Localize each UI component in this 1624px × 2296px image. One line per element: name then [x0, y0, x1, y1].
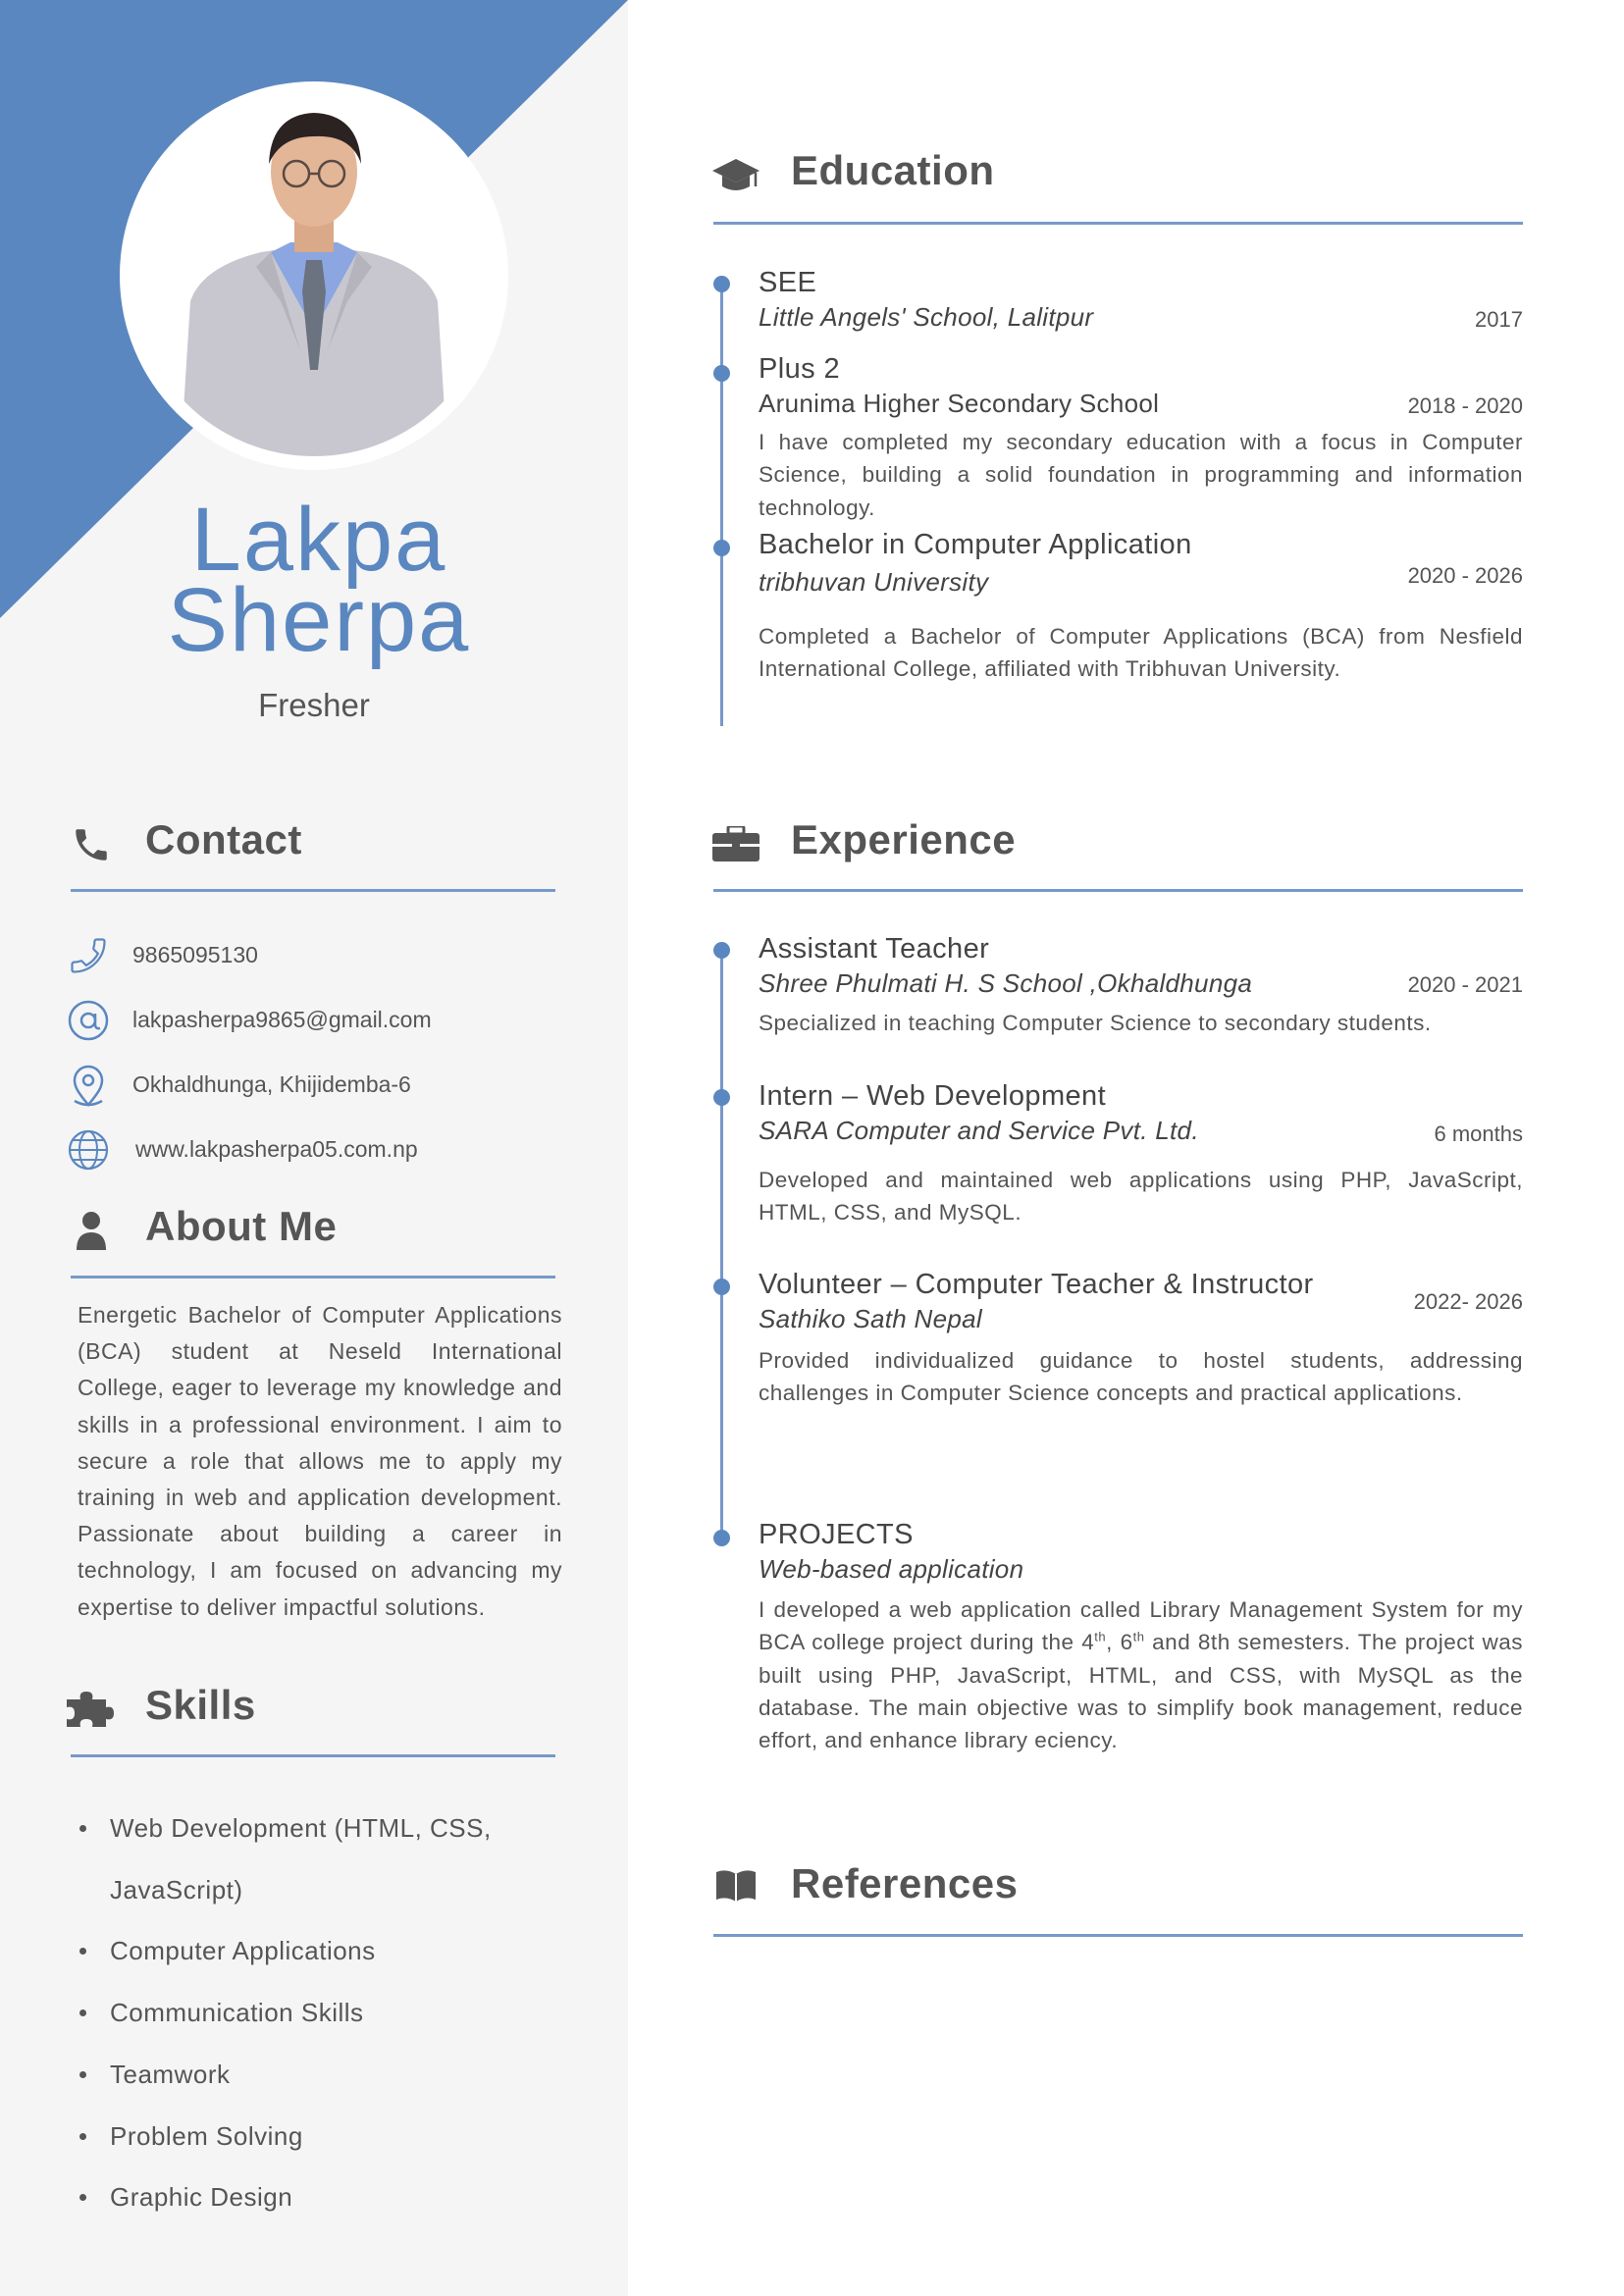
website-url: www.lakpasherpa05.com.np — [135, 1136, 418, 1162]
phone-outline-icon — [67, 934, 110, 977]
contact-rule — [71, 889, 555, 892]
timeline-dot — [713, 1089, 730, 1106]
skill-item: Teamwork — [77, 2044, 587, 2106]
education-school: Little Angels' School, Lalitpur — [759, 302, 1094, 332]
education-description: I have completed my secondary education with a focus in Computer Science, building a solid foundation in programming and information technology. — [759, 430, 1523, 520]
experience-org: Sathiko Sath Nepal — [759, 1304, 982, 1333]
education-degree: Bachelor in Computer Application — [759, 529, 1192, 560]
project-desc-part3: and 8th semesters. The project was built using PHP, JavaScript, HTML, and CSS, with MySQL as the database. The main objective was to simplify book management, reduce effort, and enhance library eciency. — [759, 1630, 1523, 1753]
experience-title: Intern – Web Development — [759, 1080, 1107, 1112]
education-date: 2018 - 2020 — [1407, 393, 1523, 418]
education-description: Completed a Bachelor of Computer Applications (BCA) from Nesfield International College, affiliated with Tribhuvan University. — [759, 624, 1523, 682]
projects-title: PROJECTS — [759, 1519, 914, 1550]
globe-icon — [67, 1128, 110, 1172]
project-sup1: th — [1094, 1629, 1107, 1644]
skill-item: Graphic Design — [77, 2166, 587, 2228]
address-text: Okhaldhunga, Khijidemba-6 — [132, 1071, 411, 1097]
experience-title: Volunteer – Computer Teacher & Instructor — [759, 1269, 1314, 1300]
sidebar — [0, 0, 628, 2296]
last-name: Sherpa — [167, 570, 471, 670]
timeline-dot — [713, 942, 730, 959]
experience-date: 2020 - 2021 — [1407, 972, 1523, 997]
phone-number: 9865095130 — [132, 942, 258, 967]
education-degree: Plus 2 — [759, 353, 840, 385]
timeline-dot — [713, 1278, 730, 1295]
project-name: Web-based application — [759, 1554, 1024, 1584]
project-description — [759, 1593, 1523, 1756]
education-date: 2020 - 2026 — [1407, 563, 1523, 588]
skill-item: Communication Skills — [77, 1982, 587, 2044]
about-rule — [71, 1276, 555, 1278]
skill-item: Problem Solving — [77, 2106, 587, 2167]
email-address: lakpasherpa9865@gmail.com — [132, 1007, 432, 1032]
experience-description: Specialized in teaching Computer Science to secondary students. — [759, 1011, 1432, 1035]
experience-org: Shree Phulmati H. S School ,Okhaldhunga — [759, 968, 1253, 998]
profile-photo — [133, 95, 495, 456]
experience-timeline — [720, 944, 723, 1542]
briefcase-icon — [712, 826, 760, 861]
location-pin-icon — [67, 1064, 110, 1109]
user-icon — [75, 1211, 108, 1250]
experience-org: SARA Computer and Service Pvt. Ltd. — [759, 1116, 1199, 1145]
about-title: About Me — [145, 1203, 338, 1249]
contact-title: Contact — [145, 816, 302, 862]
skill-item: Web Development (HTML, CSS, JavaScript) — [77, 1798, 542, 1920]
experience-description: Provided individualized guidance to hostel students, addressing challenges in Computer Science concepts and practical applications. — [759, 1348, 1523, 1406]
education-timeline — [720, 277, 723, 726]
experience-title: Assistant Teacher — [759, 933, 990, 965]
education-degree: SEE — [759, 267, 817, 298]
experience-date: 2022- 2026 — [1413, 1289, 1523, 1314]
skills-title: Skills — [145, 1682, 256, 1728]
timeline-dot — [713, 1530, 730, 1546]
education-school: tribhuvan University — [759, 567, 989, 597]
skills-rule — [71, 1754, 555, 1757]
education-date: 2017 — [1475, 307, 1523, 332]
email-at-icon — [67, 999, 110, 1042]
references-rule — [713, 1934, 1523, 1937]
project-desc-part1: I developed a web application called Library Management System for my BCA college project during the 4 — [759, 1597, 1523, 1655]
skills-list — [77, 1798, 587, 2228]
experience-date: 6 months — [1434, 1122, 1523, 1146]
education-title: Education — [791, 147, 995, 193]
phone-icon — [71, 824, 112, 865]
project-desc-part2: , 6 — [1106, 1630, 1133, 1655]
timeline-dot — [713, 540, 730, 556]
skill-item: Computer Applications — [77, 1920, 587, 1982]
references-title: References — [791, 1860, 1019, 1906]
experience-title: Experience — [791, 816, 1017, 862]
book-icon — [714, 1868, 758, 1904]
about-text: Energetic Bachelor of Computer Applications (BCA) student at Neseld International College, eager to leverage my knowledge and skills in a professional environment. I aim to secure a role that allows me to apply my training in web and application development. Passionate about building a career in technology, I am focused on advancing my expertise to deliver impactful solutions. — [78, 1302, 562, 1620]
education-rule — [713, 222, 1523, 225]
project-sup2: th — [1132, 1629, 1145, 1644]
puzzle-icon — [67, 1690, 114, 1727]
education-school: Arunima Higher Secondary School — [759, 389, 1160, 418]
experience-description: Developed and maintained web applications using PHP, JavaScript, HTML, CSS, and MySQL. — [759, 1168, 1523, 1226]
person-illustration — [133, 95, 495, 456]
timeline-dot — [713, 365, 730, 382]
graduation-cap-icon — [712, 157, 760, 194]
first-name: Lakpa — [190, 490, 447, 590]
experience-rule — [713, 889, 1523, 892]
timeline-dot — [713, 276, 730, 292]
role-title: Fresher — [258, 687, 370, 723]
